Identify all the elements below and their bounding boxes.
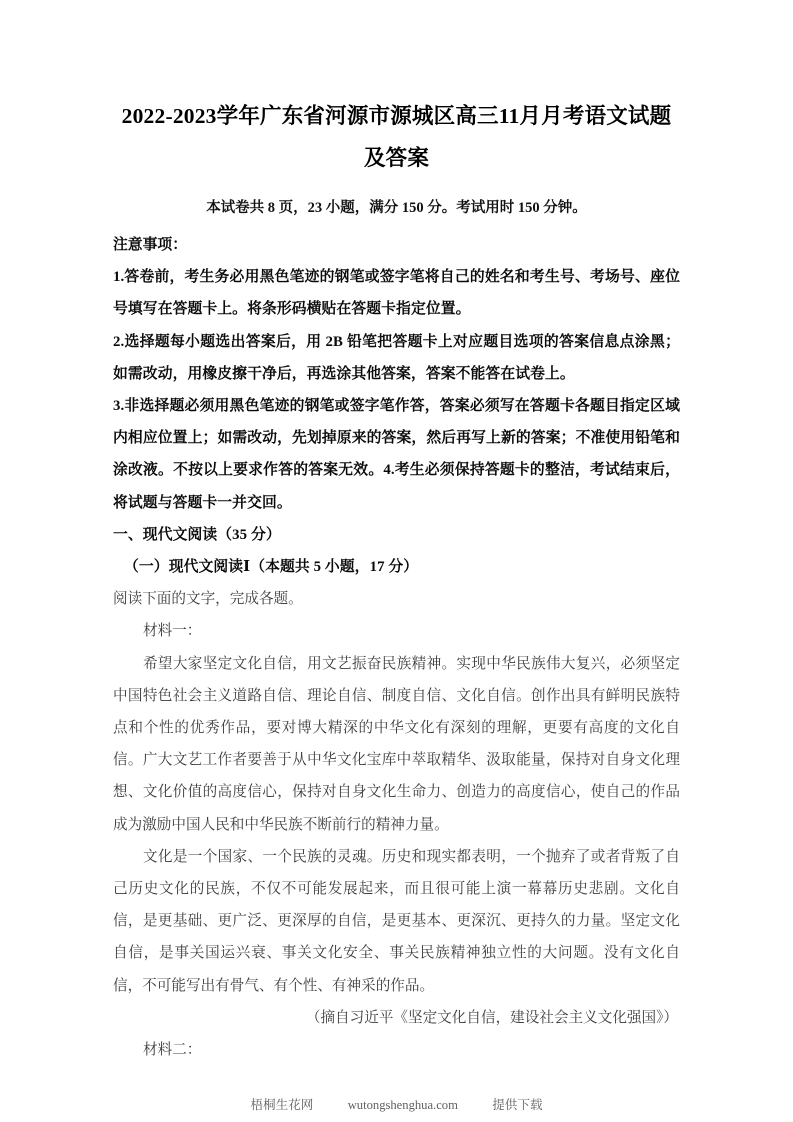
footer-site-name: 梧桐生花网 xyxy=(250,1098,314,1112)
notice-item-3: 3.非选择题必须用黑色笔迹的钢笔或签字笔作答，答案必须写在答题卡各题目指定区域内相应位置上；如需改动，先划掉原来的答案，然后再写上新的答案；不准使用铅笔和涂改液。不按以上要求作答的答案无效。4.考生必须保持答题卡的整洁，考试结束后，将试题与答题卡一并交回。 xyxy=(113,398,680,511)
exam-subtitle: 本试卷共 8 页，23 小题，满分 150 分。考试用时 150 分钟。 xyxy=(206,200,587,216)
document-content xyxy=(113,0,680,1066)
section-heading-modern-reading: 一、现代文阅读（35 分） xyxy=(113,526,281,543)
footer-action-label: 提供下载 xyxy=(492,1098,543,1112)
footer-site-url: wutongshenghua.com xyxy=(347,1098,458,1112)
notice-item-1: 1.答卷前，考生务必用黑色笔迹的钢笔或签字笔将自己的姓名和考生号、考场号、座位号填写在答题卡上。将条形码横贴在答题卡指定位置。 xyxy=(113,269,680,318)
material-one-label: 材料一： xyxy=(143,623,202,640)
material-one-paragraph-2: 文化是一个国家、一个民族的灵魂。历史和现实都表明，一个抛弃了或者背叛了自己历史文化的民族，不仅不可能发展起来，而且很可能上演一幕幕历史悲剧。文化自信，是更基础、更广泛、更深厚的自信，是更基本、更深沉、更持久的力量。坚定文化自信，是事关国运兴衰、事关文化安全、事关民族精神独立性的大问题。没有文化自信，不可能写出有骨气、有个性、有神采的作品。 xyxy=(113,848,680,994)
notice-item-2: 2.选择题每小题选出答案后，用 2B 铅笔把答题卡上对应题目选项的答案信息点涂黑；如需改动，用橡皮擦干净后，再选涂其他答案，答案不能答在试卷上。 xyxy=(113,333,680,382)
notice-label: 注意事项： xyxy=(113,237,187,253)
page-title: 2022-2023学年广东省河源市源城区高三11月月考语文试题及答案 xyxy=(121,104,672,170)
subsection-heading-modern-reading-1: （一）现代文阅读Ⅰ（本题共 5 小题，17 分） xyxy=(124,559,419,576)
footer-watermark xyxy=(0,1096,793,1114)
reading-instruction: 阅读下面的文字，完成各题。 xyxy=(113,591,303,608)
material-one-paragraph-1: 希望大家坚定文化自信，用文艺振奋民族精神。实现中华民族伟大复兴，必须坚定中国特色社会主义道路自信、理论自信、制度自信、文化自信。创作出具有鲜明民族特点和个性的优秀作品，要对博大精深的中华文化有深刻的理解，更要有高度的文化自信。广大文艺工作者要善于从中华文化宝库中萃取精华、汲取能量，保持对自身文化理想、文化价值的高度信心，保持对自身文化生命力、创造力的高度信心，使自己的作品成为激励中国人民和中华民族不断前行的精神力量。 xyxy=(113,655,680,833)
material-one-citation: （摘自习近平《坚定文化自信，建设社会主义文化强国》） xyxy=(305,1009,678,1026)
material-two-label: 材料二： xyxy=(143,1042,202,1059)
